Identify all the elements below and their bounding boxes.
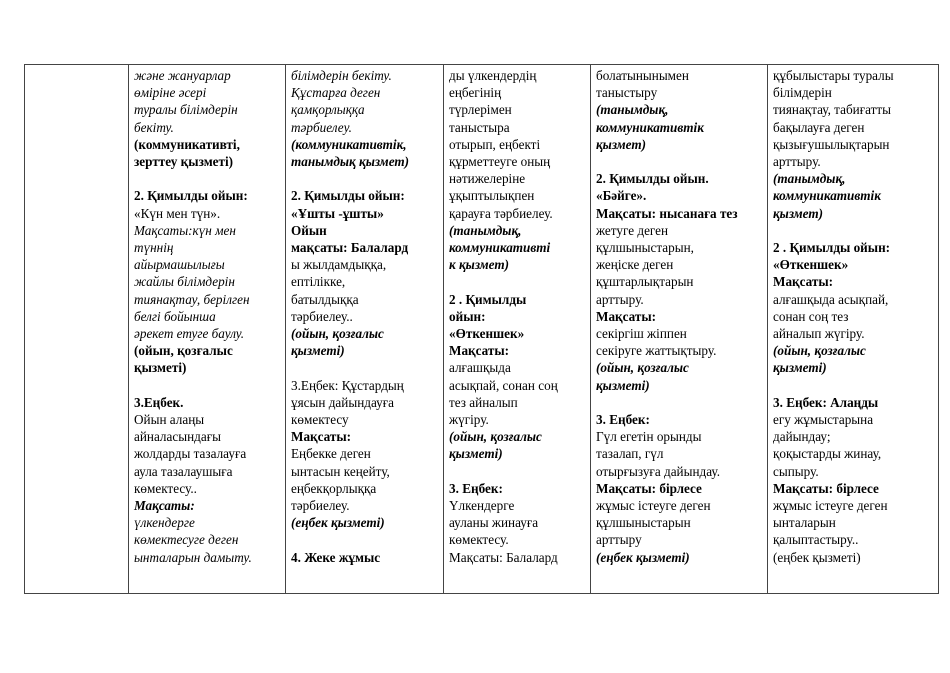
text-line: арттыру.	[596, 291, 644, 307]
text-line: (еңбек қызметі)	[773, 549, 861, 565]
text-line: үлкендерге	[134, 515, 195, 531]
text-line: Гүл егетін орынды	[596, 429, 702, 445]
text-line: арттыру	[596, 532, 642, 548]
blank-line	[449, 463, 585, 480]
text-line: өміріне әсері	[134, 85, 207, 101]
text-line: Ойын	[291, 222, 327, 238]
table-cell-empty	[25, 65, 129, 594]
text-line: Мақсаты:	[134, 498, 195, 514]
text-line: білімдерін	[773, 85, 832, 101]
text-line: тәрбиелеу.	[291, 119, 352, 135]
blank-line	[596, 153, 762, 170]
text-line: бақылауға деген	[773, 119, 865, 135]
text-line: жетуге деген	[596, 222, 669, 238]
text-line: бекіту.	[134, 119, 174, 135]
text-line: жеңіске деген	[596, 257, 674, 273]
text-line: сонан соң тез	[773, 308, 849, 324]
text-line: қалыптастыру..	[773, 532, 859, 548]
text-line: болатынынымен	[596, 68, 689, 83]
blank-line	[596, 394, 762, 411]
text-line: еңбекқорлыққа	[291, 480, 377, 496]
text-line: (ойын, қозғалыс	[134, 343, 233, 359]
text-line: ынталарын дамыту.	[134, 549, 252, 565]
text-line: айналып жүгіру.	[773, 326, 865, 342]
text-line: ынтасын кеңейту,	[291, 463, 390, 479]
text-line: Үлкендерге	[449, 498, 515, 514]
text-line: жұмыс істеуге деген	[596, 498, 711, 514]
text-line: ептілікке,	[291, 274, 346, 290]
text-line: коммуникативтік	[773, 188, 881, 204]
text-line: құлшыныстарын,	[596, 240, 694, 256]
text-line: алғашқыда	[449, 360, 511, 376]
text-line: 3. Еңбек:	[449, 480, 503, 496]
text-line: тиянақтау, берілген	[134, 291, 250, 307]
blank-line	[291, 359, 438, 376]
text-line: қызығушылықтарын	[773, 136, 890, 152]
text-line: «Өткеншек»	[773, 257, 849, 273]
blank-line	[449, 273, 585, 290]
text-line: «Өткеншек»	[449, 326, 525, 342]
blank-line	[773, 377, 933, 394]
table-cell	[286, 65, 444, 594]
text-line: Мақсаты:күн мен	[134, 222, 236, 238]
text-line: зерттеу қызметі)	[134, 154, 234, 170]
text-line: көмектесу.	[449, 532, 509, 548]
text-line: қызмет)	[773, 205, 824, 221]
text-line: коммуникативтік	[596, 119, 704, 135]
text-line: аула тазалаушыға	[134, 463, 233, 479]
text-line: түрлерімен	[449, 102, 512, 118]
text-line: дайындау;	[773, 429, 831, 445]
text-line: жайлы білімдерін	[134, 274, 235, 290]
text-line: ойын:	[449, 308, 486, 324]
text-line: Мақсаты: бірлесе	[773, 480, 879, 496]
table-cell	[129, 65, 286, 594]
text-line: 3. Еңбек:	[596, 412, 650, 428]
text-line: танымдық қызмет)	[291, 154, 410, 170]
text-line: (ойын, қозғалыс	[449, 429, 542, 445]
text-line: мақсаты: Балалард	[291, 240, 409, 256]
text-line: «Күн мен түн».	[134, 205, 221, 221]
text-line: отырып, еңбекті	[449, 136, 541, 152]
text-line: (ойын, қозғалыс	[596, 360, 689, 376]
text-line: жұмыс істеуге деген	[773, 498, 888, 514]
text-line: ауланы жинауға	[449, 515, 539, 531]
text-line: (танымдық,	[773, 171, 846, 187]
text-line: алғашқыда асықпай,	[773, 291, 889, 307]
text-line: батылдыққа	[291, 291, 359, 307]
text-line: Ойын алаңы	[134, 412, 205, 428]
text-line: «Ұшты -ұшты»	[291, 205, 384, 221]
text-line: егу жұмыстарына	[773, 412, 874, 428]
text-line: еңбегінің	[449, 85, 502, 101]
blank-line	[134, 377, 280, 394]
text-line: таныстыру	[596, 85, 658, 101]
text-line: тәрбиелеу..	[291, 308, 353, 324]
text-line: 2 . Қимылды	[449, 291, 527, 307]
text-line: асықпай, сонан соң	[449, 377, 558, 393]
blank-line	[773, 222, 933, 239]
text-line: секіргіш жіппен	[596, 326, 687, 342]
text-line: тазалап, гүл	[596, 446, 664, 462]
text-line: қызмет)	[596, 136, 647, 152]
text-line: қамқорлыққа	[291, 102, 365, 118]
table-cell	[444, 65, 591, 594]
text-line: қарауға тәрбиелеу.	[449, 205, 553, 221]
text-line: 4. Жеке жұмыс	[291, 549, 381, 565]
text-line: 2. Қимылды ойын:	[291, 188, 405, 204]
text-line: отырғызуға дайындау.	[596, 463, 720, 479]
text-line: (ойын, қозғалыс	[291, 326, 384, 342]
text-line: жүгіру.	[449, 412, 489, 428]
table-cell	[768, 65, 939, 594]
text-line: Мақсаты: Балалард	[449, 549, 558, 565]
text-line: құбылыстары туралы	[773, 68, 894, 83]
text-line: әрекет етуге баулу.	[134, 326, 245, 342]
text-line: түннің	[134, 240, 174, 256]
text-line: таныстыра	[449, 119, 510, 135]
text-line: 3.Еңбек.	[134, 394, 184, 410]
text-line: Құстарға деген	[291, 85, 381, 101]
text-line: қызметі)	[773, 360, 827, 376]
text-line: к қызмет)	[449, 257, 509, 273]
text-line: ынталарын	[773, 515, 836, 531]
text-line: арттыру.	[773, 154, 821, 170]
text-line: Мақсаты:	[449, 343, 510, 359]
text-line: айналасындағы	[134, 429, 221, 445]
table-row	[25, 65, 939, 594]
blank-line	[291, 531, 438, 548]
text-line: тиянақтау, табиғатты	[773, 102, 892, 118]
text-line: ұясын дайындауға	[291, 394, 395, 410]
text-line: қызметі)	[134, 360, 187, 376]
text-line: Мақсаты:	[596, 308, 657, 324]
text-line: қызметі)	[291, 343, 345, 359]
blank-line	[134, 170, 280, 187]
text-line: құрметтеуге оның	[449, 154, 551, 170]
text-line: (коммуникативтік,	[291, 136, 407, 152]
text-line: Мақсаты: нысанаға тез	[596, 205, 738, 221]
text-line: көмектесуге деген	[134, 532, 239, 548]
text-line: (еңбек қызметі)	[596, 549, 690, 565]
text-line: қызметі)	[449, 446, 503, 462]
text-line: көмектесу	[291, 412, 349, 428]
text-line: жолдарды тазалауға	[134, 446, 247, 462]
text-line: белгі бойынша	[134, 308, 216, 324]
text-line: Мақсаты:	[773, 274, 834, 290]
text-line: қызметі)	[596, 377, 650, 393]
text-line: құштарлықтарын	[596, 274, 694, 290]
text-line: білімдерін бекіту.	[291, 68, 392, 83]
text-line: құлшыныстарын	[596, 515, 691, 531]
text-line: (ойын, қозғалыс	[773, 343, 866, 359]
text-line: Мақсаты:	[291, 429, 352, 445]
text-line: секіруге жаттықтыру.	[596, 343, 717, 359]
text-line: ды үлкендердің	[449, 68, 537, 83]
table-cell	[591, 65, 768, 594]
text-line: 2. Қимылды ойын:	[134, 188, 248, 204]
text-line: (танымдық,	[449, 222, 522, 238]
text-line: туралы білімдерін	[134, 102, 238, 118]
text-line: «Бәйге».	[596, 188, 647, 204]
text-line: нәтижелеріне	[449, 171, 526, 187]
text-line: көмектесу..	[134, 480, 197, 496]
text-line: (еңбек қызметі)	[291, 515, 385, 531]
text-line: Мақсаты: бірлесе	[596, 480, 702, 496]
text-line: 3. Еңбек: Алаңды	[773, 394, 879, 410]
text-line: ы жылдамдыққа,	[291, 257, 387, 273]
text-line: коммуникативті	[449, 240, 551, 256]
text-line: ұқыптылықпен	[449, 188, 535, 204]
text-line: (коммуникативті,	[134, 136, 240, 152]
text-line: тез айналып	[449, 394, 518, 410]
text-line: тәрбиелеу.	[291, 498, 350, 514]
text-line: 2 . Қимылды ойын:	[773, 240, 891, 256]
blank-line	[291, 170, 438, 187]
text-line: 2. Қимылды ойын.	[596, 171, 709, 187]
text-line: (танымдық,	[596, 102, 669, 118]
text-line: және жануарлар	[134, 68, 231, 83]
text-line: 3.Еңбек: Құстардың	[291, 377, 404, 393]
text-line: қоқыстарды жинау,	[773, 446, 882, 462]
lesson-plan-table	[24, 64, 939, 594]
text-line: сыпыру.	[773, 463, 819, 479]
text-line: Еңбекке деген	[291, 446, 371, 462]
text-line: айырмашылығы	[134, 257, 225, 273]
